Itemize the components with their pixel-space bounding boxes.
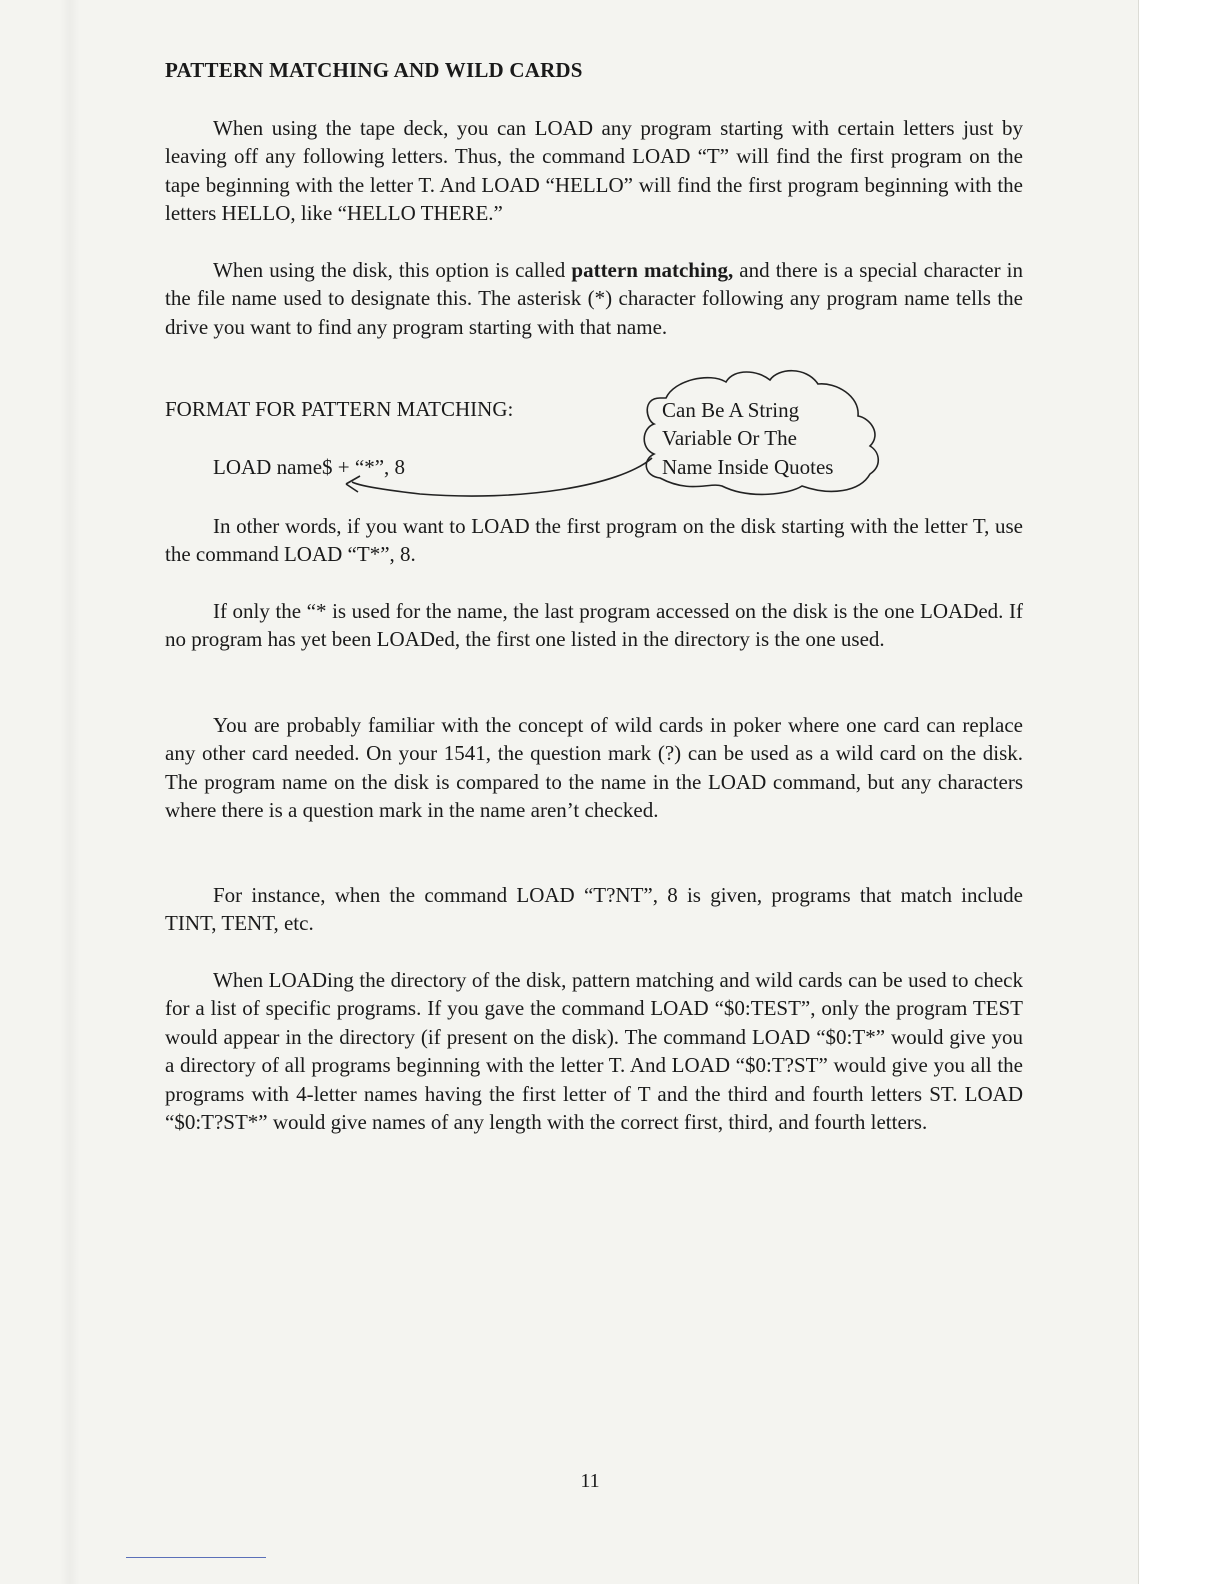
paragraph-for-instance: For instance, when the command LOAD “T?NT”, 8 is given, programs that match include TINT, TENT, etc. [165, 883, 1023, 936]
page-number: 11 [580, 1470, 600, 1492]
format-code: LOAD name$ + “*”, 8 [213, 455, 406, 479]
footer-rule [126, 1557, 266, 1558]
section-heading: PATTERN MATCHING AND WILD CARDS [165, 58, 583, 82]
callout-text [662, 396, 833, 481]
paragraph-tape-deck: When using the tape deck, you can LOAD any program starting with certain letters just by leaving off any following letters. Thus, the command LOAD “T” will find the first program on the tape beginning with the letter T. And LOAD “HELLO” will find the first program beginning with the letters HELLO, like “HELLO THERE.” [165, 116, 1023, 226]
p2-bold-term: pattern matching, [571, 258, 734, 282]
paragraph-directory: When LOADing the directory of the disk, pattern matching and wild cards can be used to check for a list of specific programs. If you gave the command LOAD “$0:TEST”, only the program TEST would appear in the directory (if present on the disk). The command LOAD “$0:T*” would give you a directory of all programs beginning with the letter T. And LOAD “$0:T?ST” would give you all the programs with 4-letter names having the first letter of T and the third and fourth letters ST. LOAD “$0:T?ST*” would give names of any length with the correct first, third, and fourth letters. [165, 968, 1023, 1135]
format-label: FORMAT FOR PATTERN MATCHING: [165, 397, 514, 421]
callout-line-1: Can Be A String [662, 398, 800, 422]
p2-text-before: When using the disk, this option is called [213, 258, 572, 282]
paragraph-wild-cards: You are probably familiar with the concept of wild cards in poker where one card can replace any other card needed. On your 1541, the question mark (?) can be used as a wild card on the disk. The program name on the disk is compared to the name in the LOAD command, but any characters where there is a question mark in the name aren’t checked. [165, 713, 1023, 823]
paragraph-only-asterisk: If only the “* is used for the name, the last program accessed on the disk is the one LOADed. If no program has yet been LOADed, the first one listed in the directory is the one used. [165, 599, 1023, 652]
paragraph-pattern-matching [165, 256, 1023, 341]
callout-pointer-curve [352, 458, 652, 496]
callout-line-3: Name Inside Quotes [662, 454, 834, 479]
p2-text-after: and there is a special character in the file name used to designate this. The asterisk (*) character following any program name tells the drive you want to find any program starting with that name. [165, 258, 1023, 339]
page-edge [1138, 0, 1224, 1584]
callout-line-2: Variable Or The [662, 426, 797, 451]
paragraph-other-words: In other words, if you want to LOAD the first program on the disk starting with the letter T, use the command LOAD “T*”, 8. [165, 514, 1023, 567]
scan-shadow [60, 0, 80, 1584]
